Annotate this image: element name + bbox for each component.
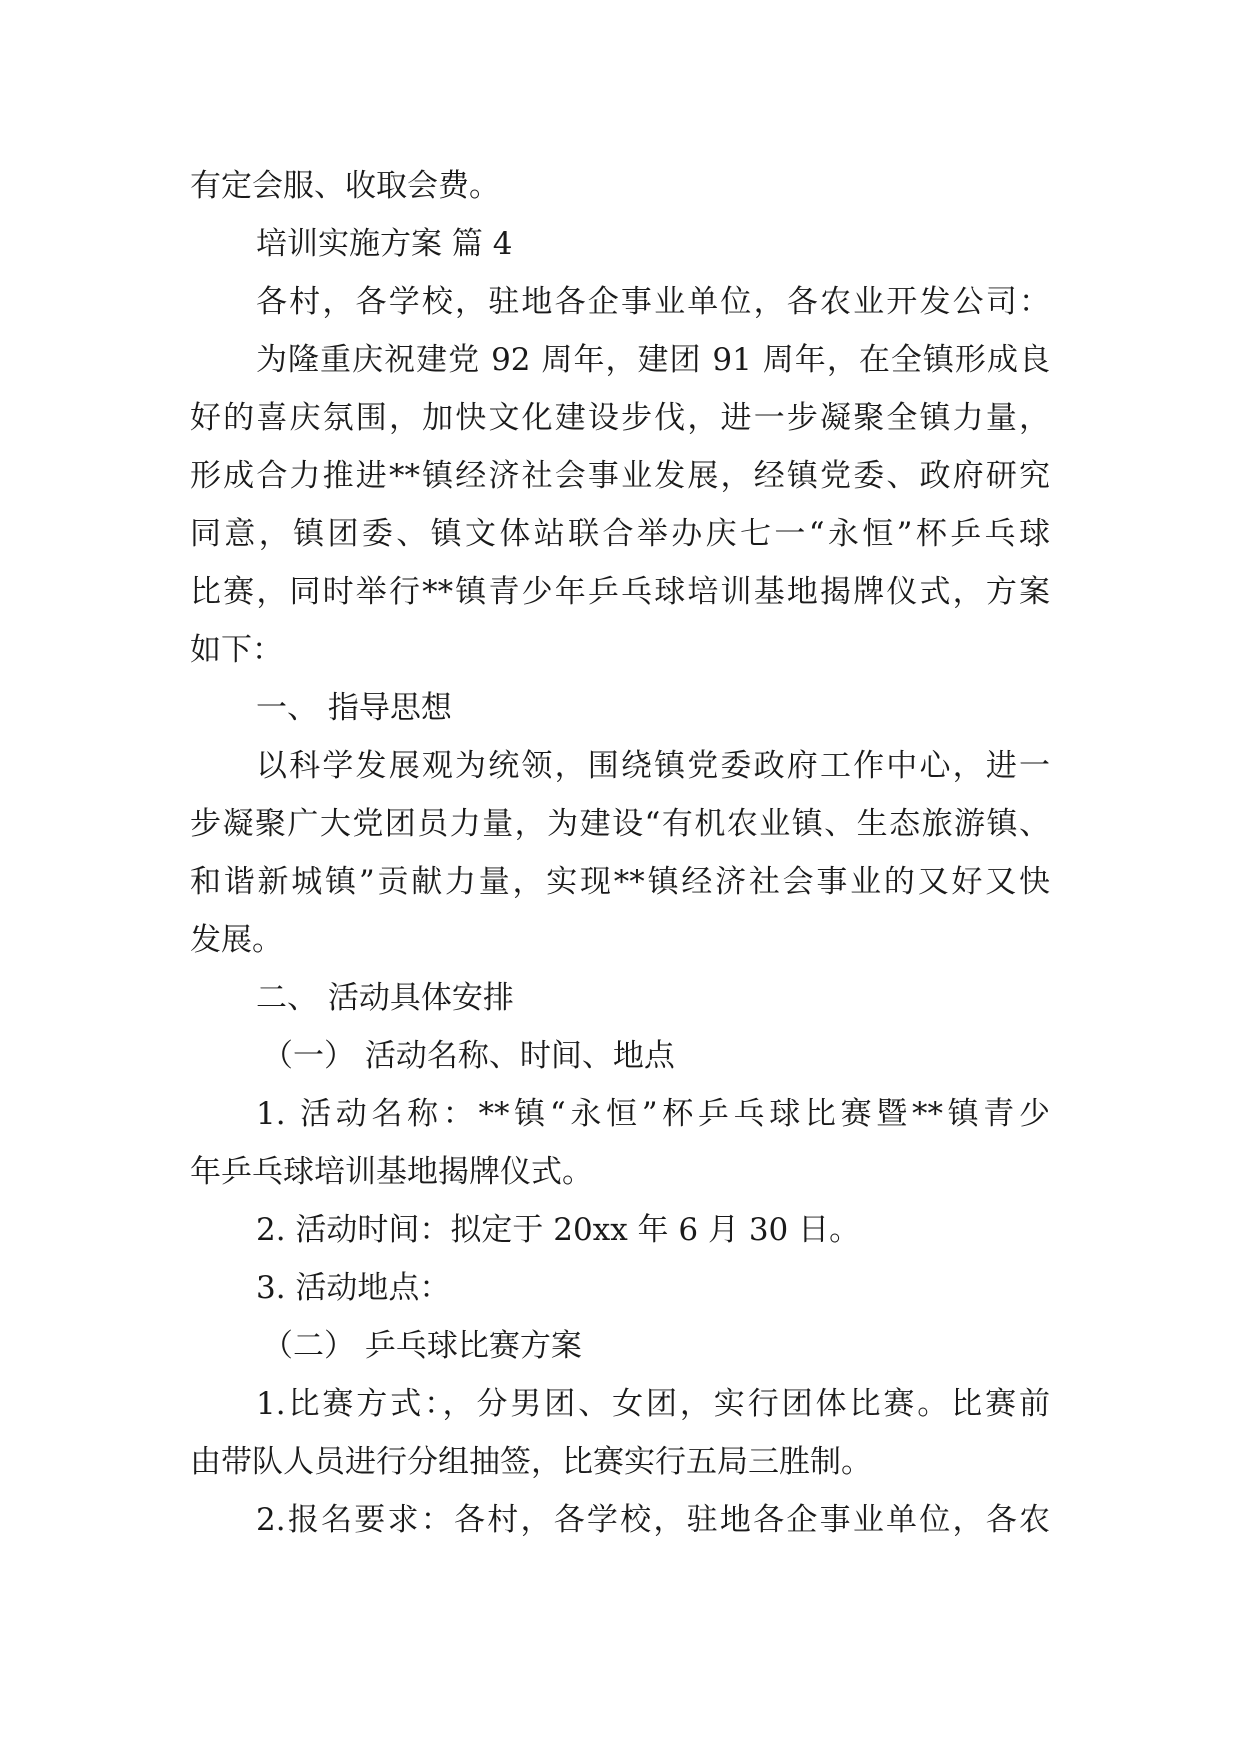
paragraph-line: 同意，镇团委、镇文体站联合举办庆七一“永恒”杯乒乓球: [190, 516, 1050, 552]
section-heading: 一、 指导思想: [256, 690, 452, 726]
paragraph-line: 发展。: [190, 922, 283, 958]
paragraph-line: 形成合力推进**镇经济社会事业发展，经镇党委、政府研究: [190, 458, 1050, 494]
section-heading: 培训实施方案 篇 4: [256, 226, 513, 262]
paragraph-line: 各村，各学校，驻地各企事业单位，各农业开发公司：: [256, 284, 1050, 320]
paragraph-line: 好的喜庆氛围，加快文化建设步伐，进一步凝聚全镇力量，: [190, 400, 1050, 436]
paragraph-line: 年乒乓球培训基地揭牌仪式。: [190, 1154, 593, 1190]
subsection-heading: （一） 活动名称、时间、地点: [262, 1038, 675, 1074]
paragraph-line: 2. 活动时间：拟定于 20xx 年 6 月 30 日。: [256, 1212, 861, 1248]
paragraph-line: 为隆重庆祝建党 92 周年，建团 91 周年，在全镇形成良: [256, 342, 1050, 378]
paragraph-line: 1.比赛方式：，分男团、女团，实行团体比赛。比赛前: [256, 1386, 1050, 1422]
paragraph-line: 由带队人员进行分组抽签，比赛实行五局三胜制。: [190, 1444, 872, 1480]
section-heading: 二、 活动具体安排: [256, 980, 514, 1016]
paragraph-line: 如下：: [190, 632, 283, 668]
paragraph-line: 和谐新城镇”贡献力量，实现**镇经济社会事业的又好又快: [190, 864, 1050, 900]
paragraph-line: 1. 活动名称：**镇“永恒”杯乒乓球比赛暨**镇青少: [256, 1096, 1050, 1132]
paragraph-line: 3. 活动地点：: [256, 1270, 451, 1306]
paragraph-line: 有定会服、收取会费。: [190, 168, 500, 204]
subsection-heading: （二） 乒乓球比赛方案: [262, 1328, 582, 1364]
paragraph-line: 步凝聚广大党团员力量，为建设“有机农业镇、生态旅游镇、: [190, 806, 1050, 842]
paragraph-line: 比赛，同时举行**镇青少年乒乓球培训基地揭牌仪式，方案: [190, 574, 1050, 610]
paragraph-line: 以科学发展观为统领，围绕镇党委政府工作中心，进一: [256, 748, 1050, 784]
paragraph-line: 2.报名要求：各村，各学校，驻地各企事业单位，各农: [256, 1502, 1050, 1538]
